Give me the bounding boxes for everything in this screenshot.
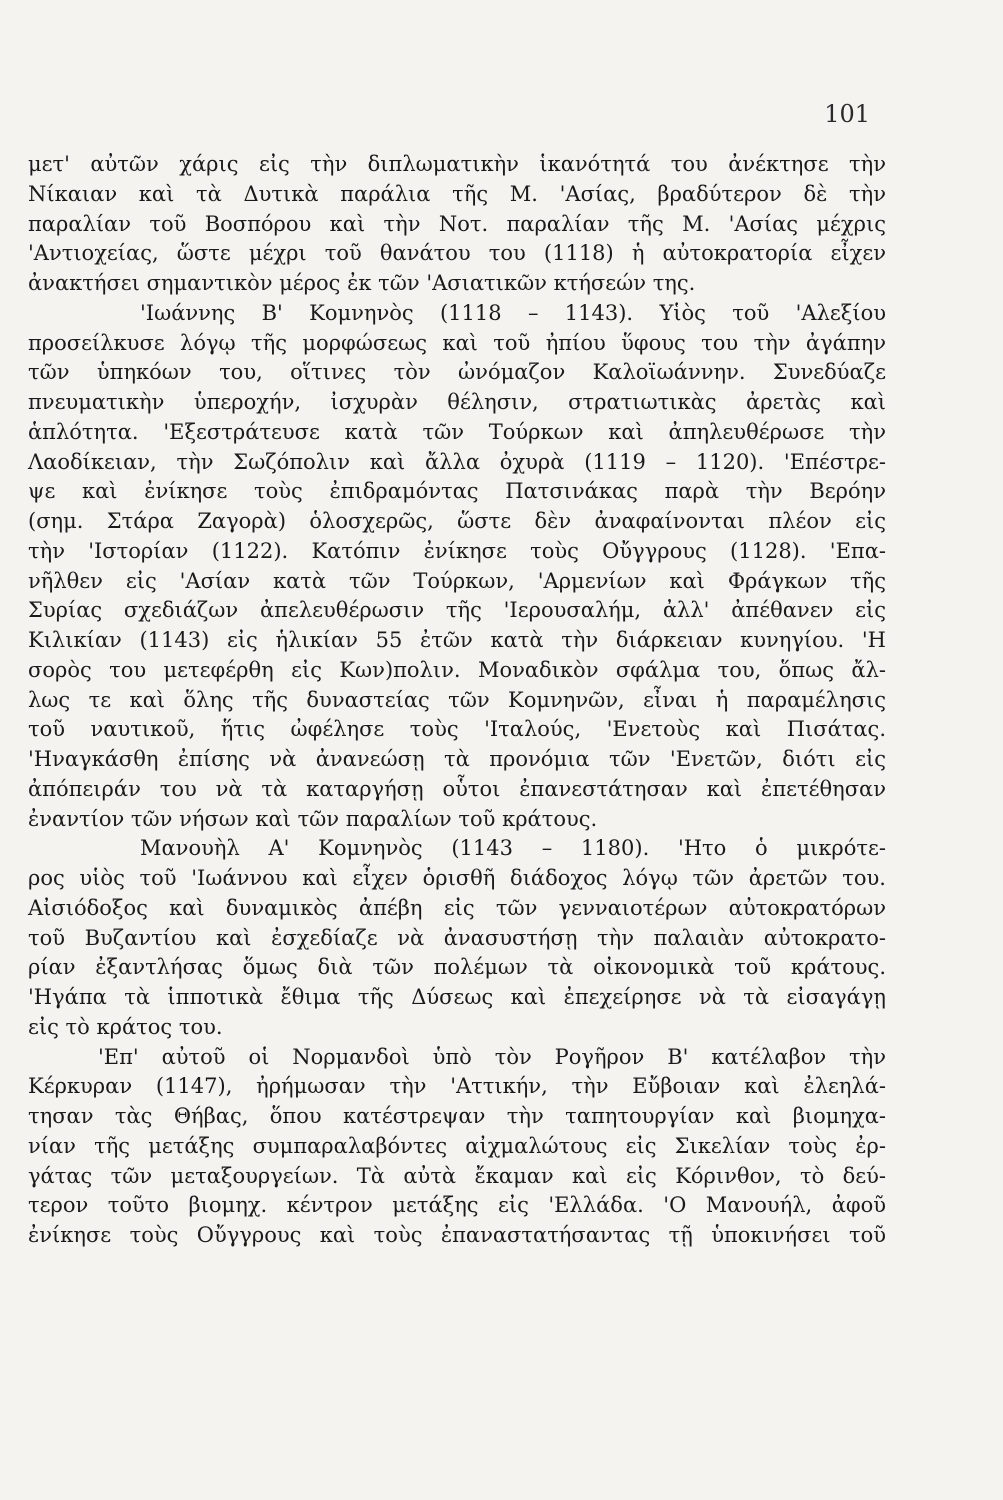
text-line: τῶν ὑπηκόων του, οἵτινες τὸν ὠνόμαζον Καλοϊωάννην. Συνεδύαζε [28,360,886,385]
text-line: Συρίας σχεδιάζων ἀπελευθέρωσιν τῆς 'Ιερουσαλήμ, ἀλλ' ἀπέθανεν εἰς [28,598,886,623]
text-line: πνευματικὴν ὑπεροχήν, ἰσχυρὰν θέλησιν, στρατιωτικὰς ἀρετὰς καὶ [28,390,886,414]
text-line: 'Επ' αὐτοῦ οἱ Νορμανδοὶ ὑπὸ τὸν Ρογῆρον Β' κατέλαβον τὴν [98,1044,886,1069]
text-line: τησαν τὰς Θήβας, ὅπου κατέστρεψαν τὴν ταπητουργίαν καὶ βιομηχα- [28,1104,886,1128]
text-line: ἐνίκησε τοὺς Οὔγγρους καὶ τοὺς ἐπαναστατήσαντας τῇ ὑποκινήσει τοῦ [28,1223,886,1247]
text-line: εἰς τὸ κράτος του. [28,1014,223,1039]
section-heading-line: Μανουὴλ Α' Κομνηνὸς (1143 – 1180). 'Ητο ὁ μικρότε- [140,836,886,861]
text-line: μετ' αὐτῶν χάρις εἰς τὴν διπλωματικὴν ἱκανότητά του ἀνέκτησε τὴν [28,152,886,176]
text-line: ἀπόπειράν του νὰ τὰ καταργήσῃ οὗτοι ἐπανεστάτησαν καὶ ἐπετέθησαν [28,776,886,801]
text-line: ψε καὶ ἐνίκησε τοὺς ἐπιδραμόντας Πατσινάκας παρὰ τὴν Βερόην [28,479,886,504]
text-line: 'Αντιοχείας, ὥστε μέχρι τοῦ θανάτου του (1118) ἡ αὐτοκρατορία εἶχεν [28,241,886,266]
body-text [28,150,886,1251]
text-line: (σημ. Στάρα Ζαγορὰ) ὁλοσχερῶς, ὥστε δὲν ἀναφαίνονται πλέον εἰς [28,509,886,533]
text-line: ρος υἱὸς τοῦ 'Ιωάννου καὶ εἶχεν ὁρισθῆ διάδοχος λόγῳ τῶν ἀρετῶν του. [28,866,886,890]
text-line: Κέρκυραν (1147), ἠρήμωσαν τὴν 'Αττικήν, τὴν Εὔβοιαν καὶ ἐλεηλά- [28,1074,886,1099]
text-line: Κιλικίαν (1143) εἰς ἡλικίαν 55 ἐτῶν κατὰ τὴν διάρκειαν κυνηγίου. 'Η [28,628,886,652]
text-line: νῆλθεν εἰς 'Ασίαν κατὰ τῶν Τούρκων, 'Αρμενίων καὶ Φράγκων τῆς [28,568,886,593]
text-line: ἀνακτήσει σημαντικὸν μέρος ἐκ τῶν 'Ασιατικῶν κτήσεών της. [28,271,696,295]
text-line: γάτας τῶν μεταξουργείων. Τὰ αὐτὰ ἔκαμαν καὶ εἰς Κόρινθον, τὸ δεύ- [28,1163,886,1188]
text-line: λως τε καὶ ὅλης τῆς δυναστείας τῶν Κομνηνῶν, εἶναι ἡ παραμέλησις [28,687,886,712]
text-line: ἐναντίον τῶν νήσων καὶ τῶν παραλίων τοῦ κράτους. [28,806,598,831]
text-line: τοῦ ναυτικοῦ, ἥτις ὠφέλησε τοὺς 'Ιταλούς, 'Ενετοὺς καὶ Πισάτας. [28,717,886,742]
text-line: 'Ηγάπα τὰ ἱπποτικὰ ἔθιμα τῆς Δύσεως καὶ ἐπεχείρησε νὰ τὰ εἰσαγάγῃ [28,985,886,1009]
text-line: νίαν τῆς μετάξης συμπαραλαβόντες αἰχμαλώτους εἰς Σικελίαν τοὺς ἐρ- [28,1133,886,1158]
text-line: παραλίαν τοῦ Βοσπόρου καὶ τὴν Νοτ. παραλίαν τῆς Μ. 'Ασίας μέχρις [28,211,886,236]
page-number: 101 [824,100,870,128]
text-line: ρίαν ἐξαντλήσας ὅμως διὰ τῶν πολέμων τὰ οἰκονομικὰ τοῦ κράτους. [28,955,886,980]
text-line: 'Ηναγκάσθη ἐπίσης νὰ ἀνανεώσῃ τὰ προνόμια τῶν 'Ενετῶν, διότι εἰς [28,747,886,771]
text-line: Αἰσιόδοξος καὶ δυναμικὸς ἀπέβη εἰς τῶν γενναιοτέρων αὐτοκρατόρων [28,895,886,920]
text-line: τὴν 'Ιστορίαν (1122). Κατόπιν ἐνίκησε τοὺς Οὔγγρους (1128). 'Επα- [28,538,886,563]
text-line: Λαοδίκειαν, τὴν Σωζόπολιν καὶ ἄλλα ὀχυρὰ (1119 – 1120). 'Επέστρε- [28,449,886,474]
text-line: τοῦ Βυζαντίου καὶ ἐσχεδίαζε νὰ ἀνασυστήσῃ τὴν παλαιὰν αὐτοκρατο- [28,925,886,950]
text-line: Νίκαιαν καὶ τὰ Δυτικὰ παράλια τῆς Μ. 'Ασίας, βραδύτερον δὲ τὴν [28,181,886,206]
text-line: προσείλκυσε λόγῳ τῆς μορφώσεως καὶ τοῦ ἠπίου ὕφους του τὴν ἀγάπην [28,330,886,355]
text-line: τερον τοῦτο βιομηχ. κέντρον μετάξης εἰς 'Ελλάδα. 'Ο Μανουήλ, ἀφοῦ [28,1193,886,1218]
section-heading-line: 'Ιωάννης Β' Κομνηνὸς (1118 – 1143). Υἱὸς τοῦ 'Αλεξίου [140,300,886,325]
text-line: σορὸς του μετεφέρθη εἰς Κων)πολιν. Μοναδικὸν σφάλμα του, ὅπως ἄλ- [28,657,886,682]
text-line: ἁπλότητα. 'Εξεστράτευσε κατὰ τῶν Τούρκων καὶ ἀπηλευθέρωσε τὴν [28,419,886,444]
